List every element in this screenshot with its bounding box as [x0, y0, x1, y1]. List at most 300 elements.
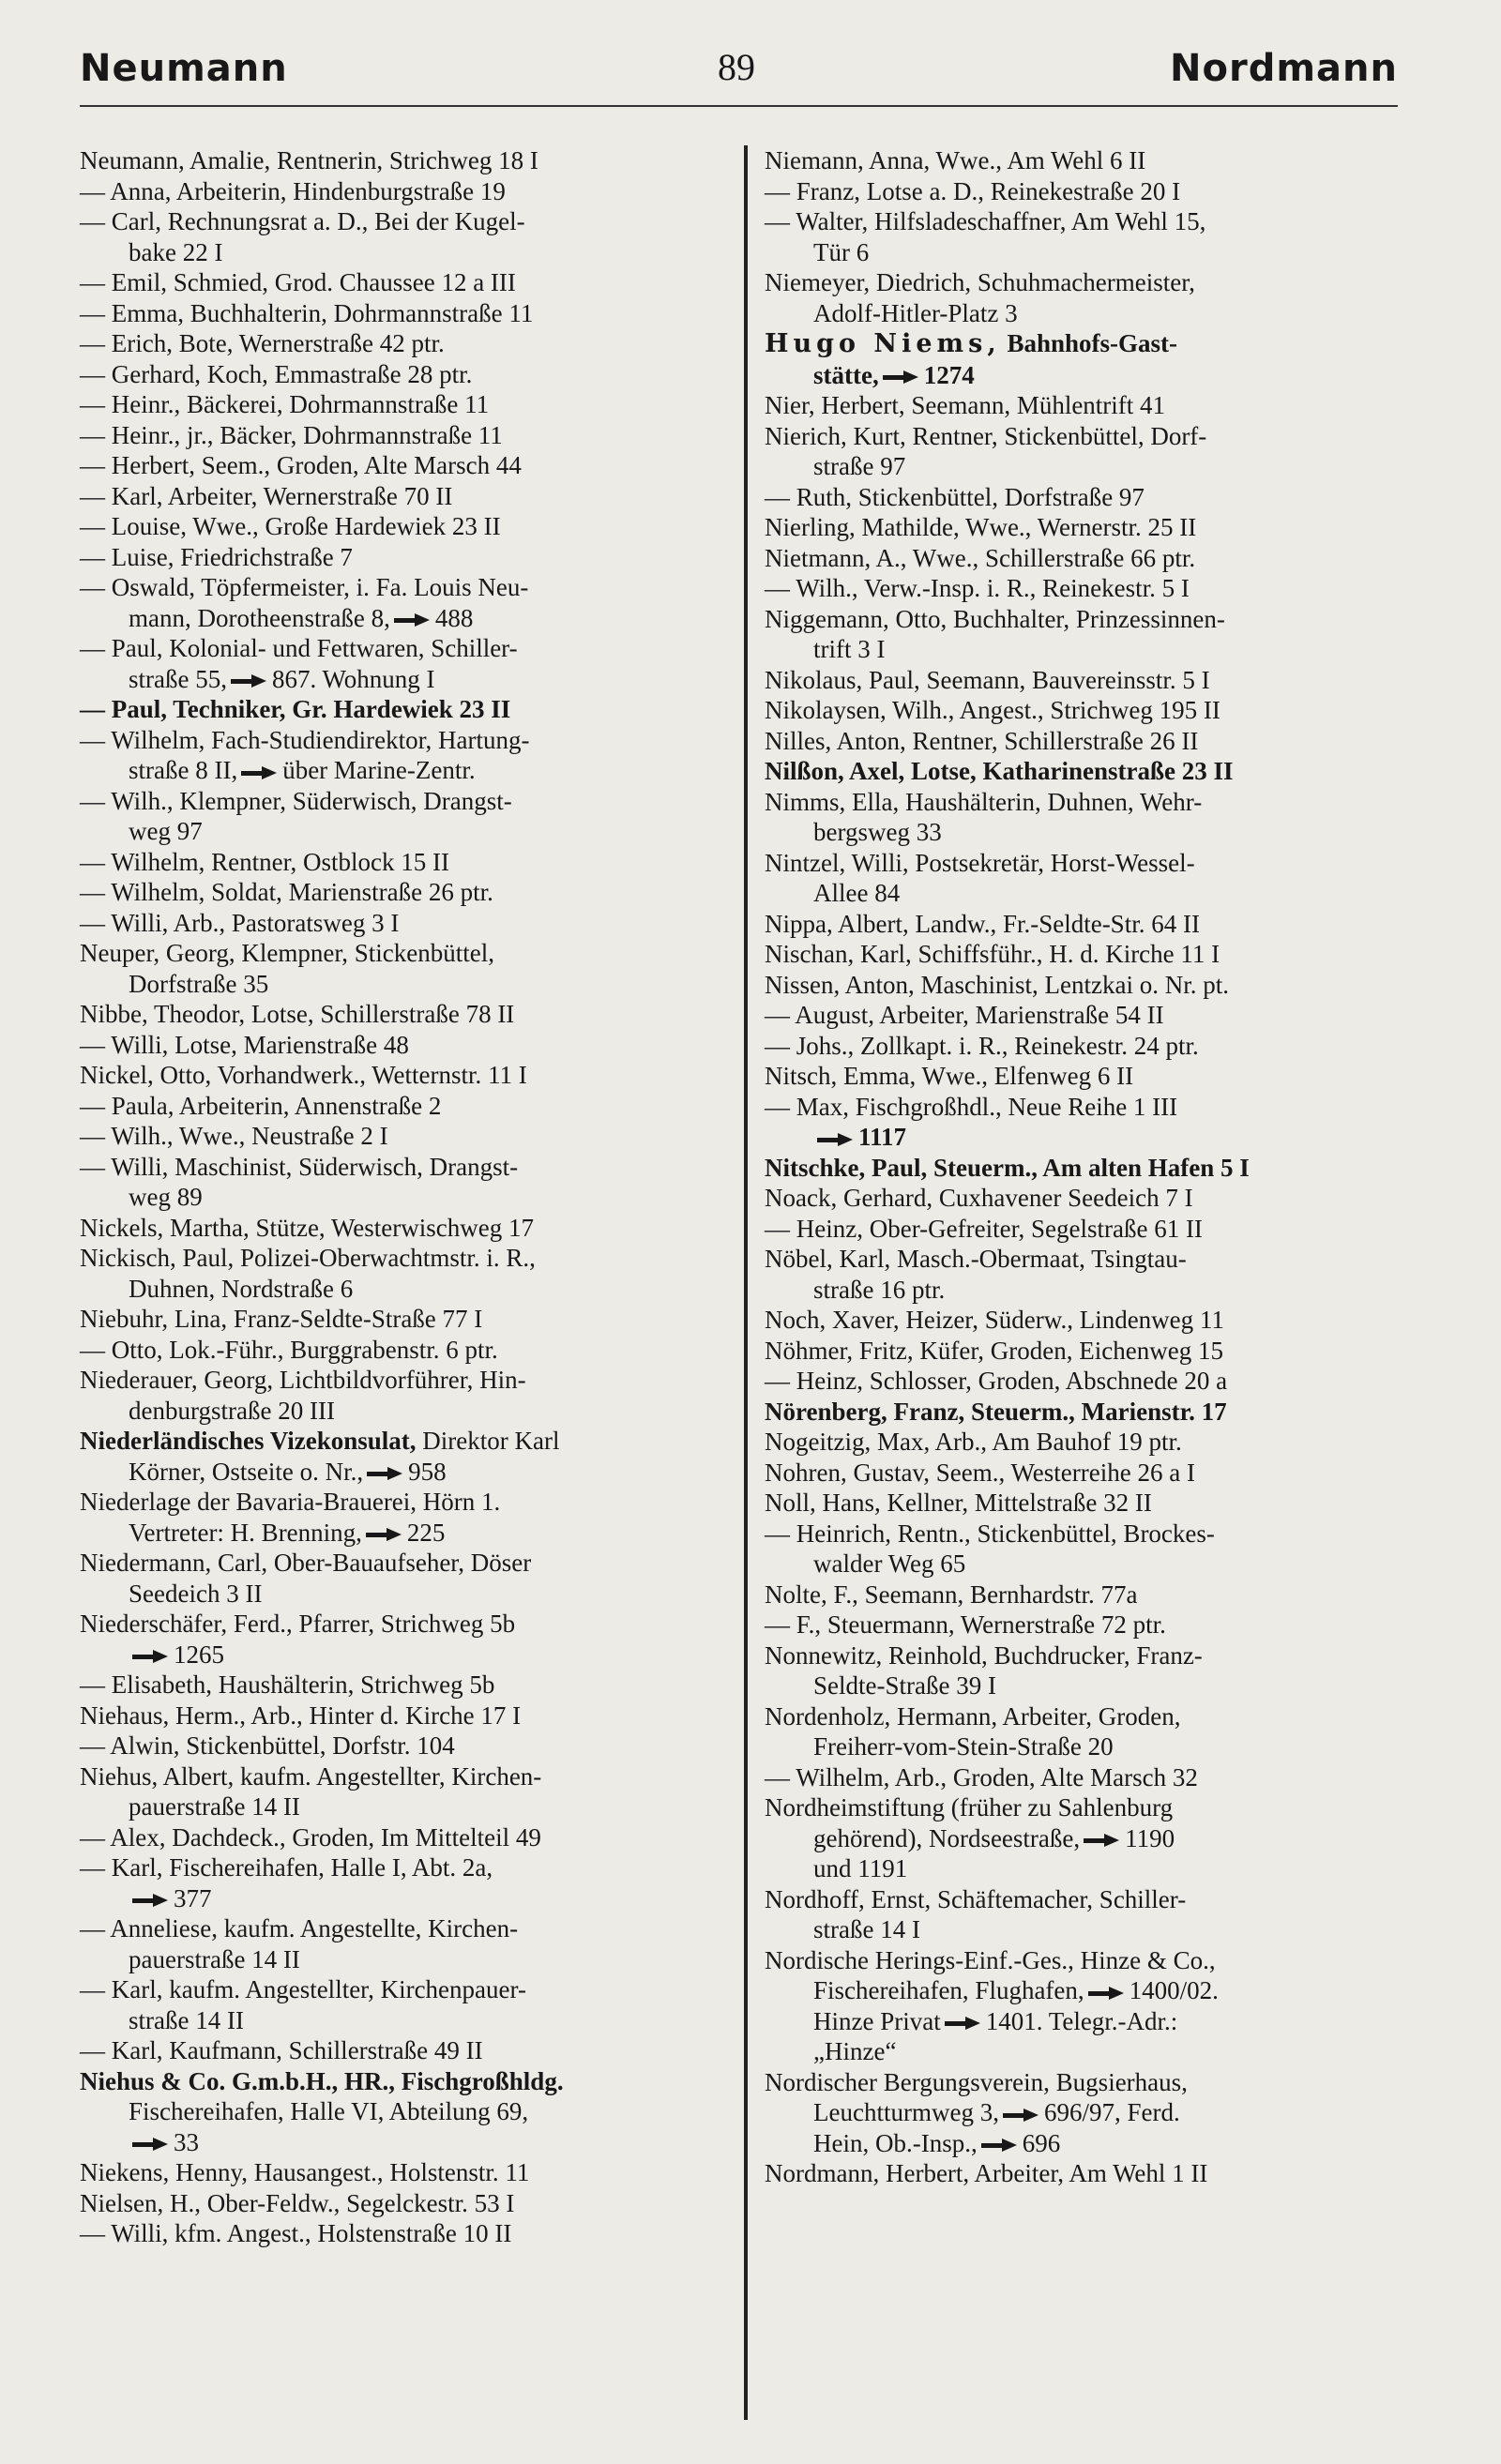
- directory-entry: [765, 512, 1398, 543]
- entry-first-line: [765, 1061, 1398, 1092]
- entry-continuation: [80, 237, 727, 268]
- page-header: [80, 39, 1398, 107]
- entry-text: Neuper, Georg, Klempner, Stickenbüttel,: [80, 939, 494, 967]
- entry-continuation-text: straße 8 II,: [129, 756, 238, 784]
- entry-continuation-text: Adolf-Hitler-Platz 3: [813, 298, 1018, 327]
- directory-entry: [765, 1153, 1398, 1184]
- entry-first-line: [765, 726, 1398, 757]
- entry-text: — Erich, Bote, Wernerstraße 42 ptr.: [80, 329, 445, 357]
- entry-text: — Karl, kaufm. Angestellter, Kirchenpauer-: [80, 1975, 526, 2003]
- entry-first-line: [765, 1183, 1398, 1214]
- entry-text: — Wilh., Wwe., Neustraße 2 I: [80, 1122, 388, 1150]
- directory-entry: [80, 1974, 727, 2035]
- directory-entry: [80, 938, 727, 999]
- entry-first-line: [80, 908, 727, 939]
- entry-first-line: [765, 2158, 1398, 2189]
- entry-first-line: [80, 1913, 727, 1944]
- entry-text: Niggemann, Otto, Buchhalter, Prinzessinnen-: [765, 604, 1225, 633]
- entry-first-line: [765, 1884, 1398, 1915]
- entry-continuation: [765, 2036, 1398, 2067]
- entry-text: Nitsch, Emma, Wwe., Elfenweg 6 II: [765, 1062, 1134, 1090]
- entry-text: — Otto, Lok.-Führ., Burggrabenstr. 6 ptr.: [80, 1335, 498, 1364]
- directory-entry: [80, 1426, 727, 1487]
- entry-continuation-text: straße 16 ptr.: [813, 1275, 946, 1304]
- entry-first-line: [765, 848, 1398, 879]
- entry-first-line: [80, 1152, 727, 1183]
- entry-continuation: [765, 1914, 1398, 1945]
- directory-entry: [80, 1121, 727, 1152]
- entry-continuation-text: Seedeich 3 II: [129, 1579, 263, 1608]
- phone-number: 696: [1022, 2128, 1061, 2157]
- entry-first-line: [765, 1458, 1398, 1489]
- entry-text: Nörenberg, Franz, Steuerm., Marienstr. 17: [765, 1397, 1227, 1426]
- directory-entry: [765, 1061, 1398, 1092]
- entry-text: Nordischer Bergungsverein, Bugsierhaus,: [765, 2067, 1188, 2096]
- entry-first-line: [765, 1792, 1398, 1823]
- directory-entry: [80, 1304, 727, 1335]
- entry-continuation: [80, 1274, 727, 1305]
- entry-first-line: [80, 176, 727, 207]
- phone-number: 958: [408, 1457, 447, 1486]
- entry-continuation-text: Freiherr-vom-Stein-Straße 20: [813, 1732, 1114, 1761]
- entry-text: Nikolaysen, Wilh., Angest., Strichweg 195 II: [765, 696, 1221, 724]
- directory-entry: [765, 1244, 1398, 1305]
- entry-text: — Wilhelm, Rentner, Ostblock 15 II: [80, 847, 450, 876]
- entry-continuation-text: Fischereihafen, Flughafen,: [813, 1976, 1084, 2004]
- directory-entry: [80, 481, 727, 512]
- entry-continuation: [765, 817, 1398, 848]
- entry-text: — Wilh., Verw.-Insp. i. R., Reinekestr. 5 I: [765, 574, 1190, 602]
- directory-entry: [80, 877, 727, 908]
- entry-continuation-text: Dorfstraße 35: [129, 969, 269, 998]
- entry-first-line: [80, 1030, 727, 1061]
- directory-entry: [80, 1487, 727, 1548]
- entry-continuation: [80, 2127, 727, 2158]
- entry-first-line: [765, 1427, 1398, 1458]
- entry-first-line: [80, 145, 727, 176]
- entry-text: — Paul, Techniker, Gr. Hardewiek 23 II: [80, 695, 511, 723]
- entry-text: — Paul, Kolonial- und Fettwaren, Schiller-: [80, 634, 518, 662]
- entry-text: — Willi, Lotse, Marienstraße 48: [80, 1030, 409, 1059]
- directory-entry: [80, 1335, 727, 1366]
- entry-text: Nimms, Ella, Haushälterin, Duhnen, Wehr-: [765, 787, 1203, 816]
- entry-first-line: [80, 1365, 727, 1396]
- entry-first-line: [765, 939, 1398, 970]
- entry-continuation: [765, 2128, 1398, 2159]
- header-first-name: Neumann: [80, 47, 288, 90]
- entry-text: Nickisch, Paul, Polizei-Oberwachtmstr. i. R.,: [80, 1244, 536, 1272]
- directory-entry: [80, 786, 727, 847]
- entry-first-line: [80, 1304, 727, 1335]
- directory-entry: [765, 1519, 1398, 1580]
- telephone-icon: [366, 1529, 403, 1540]
- directory-entry: [80, 572, 727, 633]
- entry-first-line: [80, 2218, 727, 2249]
- directory-entry: [80, 420, 727, 451]
- entry-continuation: [80, 816, 727, 847]
- page-number: 89: [718, 46, 755, 88]
- entry-first-line: [80, 1609, 727, 1640]
- entry-first-line: [765, 1397, 1398, 1428]
- entry-first-line: [80, 999, 727, 1030]
- entry-continuation-text: walder Weg 65: [813, 1549, 966, 1578]
- entry-text: Nier, Herbert, Seemann, Mühlentrift 41: [765, 391, 1166, 419]
- directory-entry: [80, 359, 727, 390]
- directory-entry: [80, 1670, 727, 1701]
- entry-text: — Emma, Buchhalterin, Dohrmannstraße 11: [80, 298, 534, 327]
- entry-first-line: [80, 725, 727, 756]
- directory-entry: [80, 1213, 727, 1244]
- entry-first-line: [80, 1974, 727, 2005]
- entry-continuation: [80, 603, 727, 634]
- entry-text: Niedermann, Carl, Ober-Bauaufseher, Döser: [80, 1549, 532, 1577]
- entry-first-line: [765, 482, 1398, 513]
- telephone-icon: [367, 1468, 404, 1479]
- entry-continuation: [765, 1549, 1398, 1580]
- entry-continuation: [765, 634, 1398, 665]
- entry-text: — Heinr., jr., Bäcker, Dohrmannstraße 11: [80, 420, 503, 449]
- entry-continuation: [765, 360, 1398, 391]
- entry-text: Nohren, Gustav, Seem., Westerreihe 26 a I: [765, 1458, 1195, 1487]
- entry-text: — Karl, Kaufmann, Schillerstraße 49 II: [80, 2036, 483, 2064]
- directory-entry: [765, 1397, 1398, 1428]
- entry-text: Direktor Karl: [416, 1427, 560, 1455]
- directory-entry: [80, 1731, 727, 1761]
- entry-text: Noll, Hans, Kellner, Mittelstraße 32 II: [765, 1489, 1152, 1517]
- entry-text: — Willi, kfm. Angest., Holstenstraße 10 II: [80, 2219, 512, 2247]
- entry-first-line: [765, 1244, 1398, 1275]
- directory-entry: [765, 482, 1398, 513]
- entry-text: — Wilhelm, Soldat, Marienstraße 26 ptr.: [80, 878, 493, 906]
- phone-number: 696/97, Ferd.: [1043, 2098, 1180, 2126]
- phone-number: über Marine-Zentr.: [282, 756, 476, 784]
- entry-name: Niehus & Co. G.m.b.H., HR., Fischgroßhldg.: [80, 2066, 564, 2095]
- entry-text: — Herbert, Seem., Groden, Alte Marsch 44: [80, 451, 522, 479]
- directory-entry: [765, 970, 1398, 1001]
- entry-continuation: [80, 755, 727, 786]
- entry-first-line: [765, 145, 1398, 176]
- telephone-icon: [132, 1651, 170, 1662]
- entry-first-line: [765, 1488, 1398, 1519]
- entry-text: Nierich, Kurt, Rentner, Stickenbüttel, Dorf-: [765, 421, 1207, 450]
- directory-entry: [765, 756, 1398, 787]
- entry-first-line: [80, 694, 727, 725]
- entry-text: Nippa, Albert, Landw., Fr.-Seldte-Str. 64 II: [765, 909, 1200, 938]
- entry-first-line: [80, 633, 727, 664]
- entry-text: — Carl, Rechnungsrat a. D., Bei der Kugel-: [80, 207, 525, 235]
- directory-entry: [80, 847, 727, 878]
- entry-first-line: [80, 1091, 727, 1122]
- entry-first-line: [80, 2188, 727, 2219]
- entry-first-line: [765, 512, 1398, 543]
- entry-first-line: [765, 604, 1398, 635]
- phone-number: 488: [434, 603, 474, 632]
- directory-entry: [80, 328, 727, 359]
- header-last-name: Nordmann: [1170, 47, 1398, 90]
- directory-entry: [765, 1031, 1398, 1062]
- entry-continuation: [765, 1275, 1398, 1306]
- entry-first-line: [765, 1580, 1398, 1610]
- telephone-icon: [1084, 1835, 1121, 1846]
- entry-continuation-text: „Hinze“: [813, 2037, 897, 2065]
- entry-first-line: [765, 1945, 1398, 1976]
- entry-continuation-text: Hein, Ob.-Insp.,: [813, 2128, 978, 2157]
- entry-first-line: [80, 1060, 727, 1091]
- entry-text: — August, Arbeiter, Marienstraße 54 II: [765, 1001, 1164, 1029]
- entry-continuation: [765, 1670, 1398, 1701]
- phone-number: 33: [174, 2127, 199, 2156]
- entry-text: Nissen, Anton, Maschinist, Lentzkai o. Nr. pt.: [765, 970, 1229, 999]
- entry-continuation-text: Seldte-Straße 39 I: [813, 1671, 996, 1700]
- entry-text: — Willi, Maschinist, Süderwisch, Drangst-: [80, 1152, 519, 1181]
- entry-text: — Willi, Arb., Pastoratsweg 3 I: [80, 908, 400, 937]
- entry-continuation-text: bake 22 I: [129, 237, 223, 266]
- entry-continuation-text: weg 97: [129, 817, 203, 845]
- entry-continuation-text: Allee 84: [813, 879, 901, 907]
- directory-entry: [765, 1792, 1398, 1884]
- entry-continuation: [80, 969, 727, 1000]
- entry-continuation-text: straße 14 I: [813, 1915, 920, 1943]
- entry-continuation: [80, 1883, 727, 1914]
- right-column: [765, 145, 1398, 2189]
- directory-entry: [765, 1366, 1398, 1397]
- entry-text: — Emil, Schmied, Grod. Chaussee 12 a III: [80, 268, 516, 296]
- entry-first-line: [80, 298, 727, 329]
- entry-continuation-text: stätte,: [813, 360, 879, 389]
- entry-first-line: [80, 206, 727, 237]
- directory-entry: [765, 543, 1398, 574]
- entry-text: Nibbe, Theodor, Lotse, Schillerstraße 78 II: [80, 1000, 515, 1028]
- entry-text: Noch, Xaver, Heizer, Süderw., Lindenweg 11: [765, 1306, 1224, 1334]
- entry-text: — F., Steuermann, Wernerstraße 72 ptr.: [765, 1610, 1166, 1639]
- entry-text: — Louise, Wwe., Große Hardewiek 23 II: [80, 512, 501, 540]
- directory-entry: [765, 1305, 1398, 1336]
- entry-first-line: [765, 1701, 1398, 1732]
- directory-entry: [80, 1548, 727, 1609]
- telephone-icon: [231, 675, 268, 687]
- entry-text: — Heinr., Bäckerei, Dohrmannstraße 11: [80, 390, 490, 418]
- entry-first-line: [765, 1031, 1398, 1062]
- entry-continuation-text: mann, Dorotheenstraße 8,: [129, 603, 390, 632]
- directory-entry: [80, 389, 727, 420]
- entry-text: — Alex, Dachdeck., Groden, Im Mittelteil 49: [80, 1822, 541, 1852]
- entry-first-line: [80, 1213, 727, 1244]
- directory-entry: [765, 1488, 1398, 1519]
- directory-entry: [80, 908, 727, 939]
- entry-continuation-text: pauerstraße 14 II: [129, 1792, 300, 1821]
- directory-entry: [80, 2035, 727, 2066]
- directory-entry: [765, 390, 1398, 421]
- entry-continuation: [80, 1457, 727, 1488]
- entry-first-line: [80, 1822, 727, 1853]
- entry-first-line: [80, 1670, 727, 1701]
- entry-text: Niederschäfer, Ferd., Pfarrer, Strichweg 5b: [80, 1610, 516, 1638]
- directory-entry: [80, 1365, 727, 1426]
- entry-first-line: [765, 756, 1398, 787]
- directory-entry: [80, 2188, 727, 2219]
- entry-name: Hugo Niems,: [765, 329, 1001, 358]
- entry-first-line: [765, 909, 1398, 940]
- directory-entry: [765, 145, 1398, 176]
- entry-text: — Alwin, Stickenbüttel, Dorfstr. 104: [80, 1731, 455, 1760]
- entry-continuation: [80, 1640, 727, 1670]
- entry-continuation-text: Leuchtturmweg 3,: [813, 2098, 999, 2126]
- entry-text: Niehaus, Herm., Arb., Hinter d. Kirche 17 I: [80, 1701, 522, 1730]
- entry-continuation-text: straße 55,: [129, 664, 227, 693]
- entry-text: — Gerhard, Koch, Emmastraße 28 ptr.: [80, 359, 473, 388]
- entry-text: Niemeyer, Diedrich, Schuhmachermeister,: [765, 268, 1195, 296]
- entry-first-line: [80, 511, 727, 542]
- directory-entry: [80, 1060, 727, 1091]
- directory-entry: [80, 1822, 727, 1853]
- entry-text: — Elisabeth, Haushälterin, Strichweg 5b: [80, 1670, 495, 1699]
- entry-text: Nordmann, Herbert, Arbeiter, Am Wehl 1 II: [765, 2159, 1208, 2187]
- entry-text: Nickels, Martha, Stütze, Westerwischweg 17: [80, 1213, 534, 1242]
- entry-continuation-text: bergsweg 33: [813, 818, 942, 846]
- directory-entry: [765, 726, 1398, 757]
- directory-entry: [765, 267, 1398, 328]
- entry-first-line: [765, 328, 1398, 360]
- directory-entry: [80, 450, 727, 481]
- entry-continuation: [765, 298, 1398, 329]
- entry-continuation-text: Tür 6: [813, 237, 870, 266]
- entry-continuation: [765, 1122, 1398, 1153]
- entry-text: Niehus, Albert, kaufm. Angestellter, Kirchen-: [80, 1761, 542, 1791]
- entry-first-line: [80, 938, 727, 969]
- entry-first-line: [765, 1519, 1398, 1549]
- directory-entry: [80, 1701, 727, 1731]
- entry-text: Bahnhofs-Gast-: [1000, 329, 1178, 357]
- entry-text: Nordheimstiftung (früher zu Sahlenburg: [765, 1793, 1174, 1822]
- entry-text: — Wilhelm, Arb., Groden, Alte Marsch 32: [765, 1762, 1198, 1791]
- directory-entry: [80, 1030, 727, 1061]
- entry-first-line: [80, 847, 727, 878]
- directory-entry: [80, 725, 727, 786]
- telephone-icon: [1003, 2109, 1040, 2121]
- entry-text: Nordenholz, Hermann, Arbeiter, Groden,: [765, 1701, 1181, 1731]
- entry-text: Nietmann, A., Wwe., Schillerstraße 66 ptr.: [765, 543, 1196, 572]
- directory-entry: [80, 1609, 727, 1670]
- entry-text: Nordhoff, Ernst, Schäftemacher, Schiller-: [765, 1884, 1187, 1913]
- entry-text: Nischan, Karl, Schiffsführ., H. d. Kirche 11 I: [765, 940, 1221, 968]
- entry-text: — Karl, Arbeiter, Wernerstraße 70 II: [80, 481, 453, 510]
- entry-first-line: [80, 420, 727, 451]
- entry-continuation-text: weg 89: [129, 1183, 203, 1211]
- entry-first-line: [80, 1487, 727, 1518]
- telephone-icon: [817, 1134, 855, 1145]
- entry-text: Noack, Gerhard, Cuxhavener Seedeich 7 I: [765, 1184, 1193, 1212]
- entry-text: Nordische Herings-Einf.-Ges., Hinze & Co.,: [765, 1945, 1216, 1974]
- entry-text: — Ruth, Stickenbüttel, Dorfstraße 97: [765, 482, 1145, 511]
- directory-entry: [80, 511, 727, 542]
- entry-first-line: [80, 2035, 727, 2066]
- entry-continuation: [80, 664, 727, 695]
- phone-number: 1401.: [985, 2006, 1043, 2035]
- directory-entry: [80, 2066, 727, 2158]
- directory-entry: [765, 1000, 1398, 1031]
- directory-entry: [765, 2158, 1398, 2189]
- phone-number: 1117: [858, 1123, 907, 1151]
- directory-entry: [765, 1336, 1398, 1367]
- entry-text: — Karl, Fischereihafen, Halle I, Abt. 2a,: [80, 1853, 493, 1882]
- entry-first-line: [765, 695, 1398, 726]
- entry-text: Nilles, Anton, Rentner, Schillerstraße 26 II: [765, 726, 1199, 755]
- entry-continuation: [765, 2006, 1398, 2037]
- directory-entry: [80, 267, 727, 298]
- telephone-icon: [945, 2018, 982, 2029]
- entry-first-line: [765, 176, 1398, 207]
- entry-text: Nöbel, Karl, Masch.-Obermaat, Tsingtau-: [765, 1245, 1187, 1273]
- entry-first-line: [80, 1852, 727, 1883]
- entry-first-line: [765, 665, 1398, 696]
- entry-continuation: [765, 1731, 1398, 1762]
- entry-text: Nöhmer, Fritz, Küfer, Groden, Eichenweg 15: [765, 1336, 1223, 1365]
- entry-text: — Anna, Arbeiterin, Hindenburgstraße 19: [80, 176, 506, 205]
- entry-text: Nitschke, Paul, Steuerm., Am alten Hafen 5 I: [765, 1153, 1250, 1182]
- entry-continuation-text: pauerstraße 14 II: [129, 1944, 300, 1973]
- entry-continuation: [80, 2005, 727, 2036]
- entry-text: Nogeitzig, Max, Arb., Am Bauhof 19 ptr.: [765, 1428, 1182, 1456]
- entry-continuation: [80, 1518, 727, 1549]
- directory-entry: [765, 1214, 1398, 1245]
- entry-note: Telegr.-Adr.:: [1042, 2006, 1178, 2035]
- entry-first-line: [80, 786, 727, 817]
- entry-first-line: [80, 1761, 727, 1792]
- entry-first-line: [80, 1243, 727, 1274]
- directory-entry: [765, 604, 1398, 665]
- directory-entry: [80, 298, 727, 329]
- directory-entry: [80, 1243, 727, 1304]
- directory-entry: [765, 328, 1398, 390]
- entry-text: — Anneliese, kaufm. Angestellte, Kirchen-: [80, 1914, 519, 1942]
- entry-continuation-text: Fischereihafen, Halle VI, Abteilung 69,: [129, 2097, 529, 2125]
- phone-number: 1265: [174, 1640, 224, 1669]
- directory-entry: [765, 1092, 1398, 1153]
- entry-first-line: [80, 1548, 727, 1579]
- entry-text: — Wilhelm, Fach-Studiendirektor, Hartung-: [80, 725, 530, 754]
- entry-first-line: [765, 573, 1398, 604]
- directory-entry: [765, 206, 1398, 267]
- entry-continuation: [80, 1579, 727, 1610]
- entry-continuation-text: gehörend), Nordseestraße,: [813, 1823, 1081, 1852]
- directory-entry: [80, 542, 727, 573]
- entry-continuation: [765, 237, 1398, 268]
- entry-continuation: [765, 1853, 1398, 1884]
- entry-continuation: [765, 451, 1398, 482]
- entry-first-line: [80, 2066, 727, 2097]
- entry-first-line: [80, 542, 727, 573]
- entry-text: Nickel, Otto, Vorhandwerk., Wetternstr. 11 I: [80, 1061, 527, 1089]
- directory-entry: [765, 573, 1398, 604]
- entry-first-line: [765, 1366, 1398, 1397]
- phone-number: 867.: [271, 664, 317, 693]
- entry-text: Niemann, Anna, Wwe., Am Wehl 6 II: [765, 146, 1146, 174]
- entry-continuation-text: Vertreter: H. Brenning,: [129, 1518, 362, 1547]
- entry-first-line: [80, 389, 727, 420]
- entry-first-line: [80, 1426, 727, 1457]
- directory-entry: [80, 1761, 727, 1822]
- entry-first-line: [80, 877, 727, 908]
- entry-continuation-text: straße 97: [813, 452, 906, 480]
- directory-entry: [765, 939, 1398, 970]
- phone-number: 225: [406, 1518, 446, 1547]
- entry-continuation-text: Duhnen, Nordstraße 6: [129, 1274, 354, 1303]
- entry-first-line: [765, 1092, 1398, 1123]
- entry-note: Wohnung I: [316, 664, 435, 693]
- directory-entry: [765, 1945, 1398, 2067]
- directory-entry: [80, 1913, 727, 1974]
- entry-first-line: [80, 481, 727, 512]
